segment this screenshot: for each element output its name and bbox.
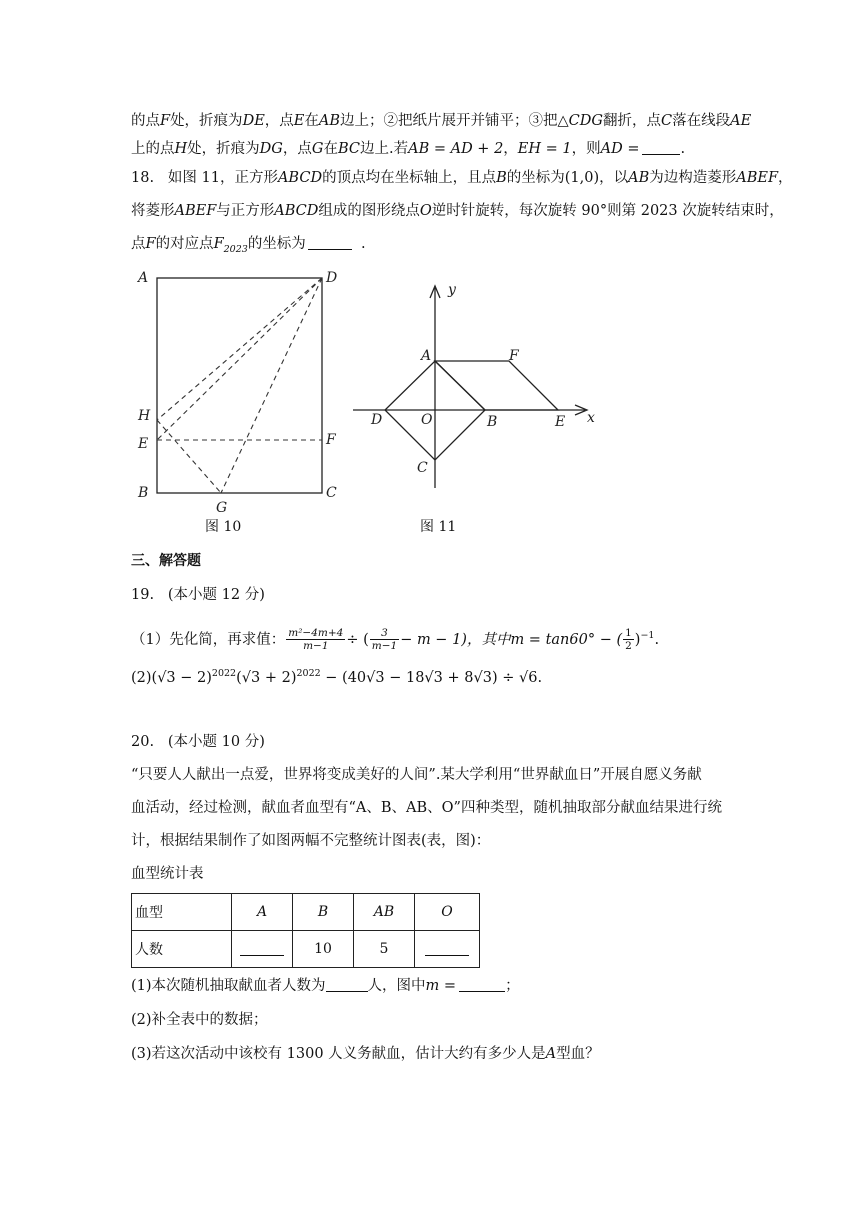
table-row [132, 931, 480, 968]
fig10-label-d: D [326, 270, 338, 286]
table-title: 血型统计表 [131, 866, 204, 882]
fig11-label-x: x [587, 410, 595, 426]
fig10-label-c: C [326, 485, 337, 501]
q20-para-3: 计，根据结果制作了如图两幅不完整统计图表(表，图)： [131, 833, 491, 849]
fig10-label-g: G [216, 500, 228, 512]
fraction-3: $\frac{1}{2}$ [625, 627, 632, 653]
fig11-label-d: D [371, 412, 383, 428]
fig11-rhombus-abef [435, 361, 558, 410]
fig11-label-f: F [509, 348, 519, 364]
fig10-line-de [157, 278, 322, 440]
q17-line-1: 的点F处，折痕为DE，点E在AB边上；②把纸片展开并铺平；③把△CDG翻折，点C落在线段AE [131, 113, 752, 129]
fig11-label-c: C [417, 460, 428, 476]
fig11-label-b: B [487, 414, 498, 430]
q18-line-1: 18. 如图 11，正方形ABCD的顶点均在坐标轴上，且点B的坐标为(1,0)，以AB为边构造菱形ABEF， [131, 170, 793, 186]
q18-line-2: 将菱形ABEF与正方形ABCD组成的图形绕点O逆时针旋转，每次旋转 90°则第 2023 次旋转结束时， [131, 203, 784, 219]
q20-para-1: “只要人人献出一点爱，世界将变成美好的人间”.某大学利用“世界献血日”开展自愿义务献 [131, 767, 702, 783]
q19-header: 19. (本小题 12 分) [131, 587, 265, 603]
q20-sub-1: (1)本次随机抽取献血者人数为 人，图中m = ； [131, 978, 520, 994]
table-header-cell: AB [354, 894, 415, 931]
figure-11 [345, 278, 605, 498]
q19-part-2: $(2)(√3 - 2)^{2022}(√3 + 2)^{2022} - (40√3 - 18√3 + 8√3) \div √6$. [131, 668, 543, 686]
fig10-label-h: H [138, 408, 151, 424]
fig11-label-y: y [448, 282, 456, 298]
fig10-line-dg [221, 278, 322, 493]
fig11-label-o: O [421, 412, 433, 428]
q20-header: 20. (本小题 10 分) [131, 734, 265, 750]
q19-part-1: （1）先化简，再求值： $\frac{\text{m²−4m+4}}{m-1}$ ÷ ( $\frac{3}{m-1}$ − m − 1)，其中m = tan60° − ( $\frac{1}{2}$ )$^{-1}$. [131, 627, 660, 653]
answer-blank-ad[interactable] [642, 140, 680, 155]
figure-10 [130, 262, 350, 512]
q20-sub-3: (3)若这次活动中该校有 1300 人义务献血，估计大约有多少人是A型血？ [131, 1046, 600, 1062]
table-cell-ab: 5 [354, 931, 415, 968]
table-header-cell: B [293, 894, 354, 931]
table-cell-o[interactable] [415, 931, 480, 968]
table-cell-a[interactable] [232, 931, 293, 968]
fig11-label-a: A [421, 348, 432, 364]
fraction-2: $\frac{3}{m-1}$ [371, 627, 398, 653]
table-header-cell: O [415, 894, 480, 931]
fraction-1: $\frac{\text{m²−4m+4}}{m-1}$ [288, 627, 344, 653]
answer-blank-f2023[interactable] [308, 235, 352, 250]
table-header-cell: A [232, 894, 293, 931]
table-header-cell: 血型 [132, 894, 232, 931]
blood-type-table [131, 893, 480, 968]
table-header-row [132, 894, 480, 931]
q20-para-2: 血活动，经过检测，献血者血型有“A、B、AB、O”四种类型，随机抽取部分献血结果进行统 [131, 800, 722, 816]
table-cell-b: 10 [293, 931, 354, 968]
fig10-line-dh [157, 278, 322, 420]
q20-sub-2: (2)补全表中的数据； [131, 1012, 268, 1028]
fig10-label-b: B [138, 485, 149, 501]
section-title: 三、解答题 [131, 553, 201, 569]
q18-line-3: 点F的对应点$F_{2023}$的坐标为 . [131, 236, 366, 255]
fig11-label-e: E [555, 414, 566, 430]
fig11-caption: 图 11 [420, 519, 457, 535]
table-row-label: 人数 [132, 931, 232, 968]
answer-blank-count[interactable] [326, 977, 368, 992]
answer-blank-m[interactable] [459, 977, 505, 992]
q17-line-2: 上的点H处，折痕为DG，点G在BC边上.若AB = AD + 2，EH = 1，则AD = . [131, 141, 686, 157]
fig10-label-a: A [138, 270, 149, 286]
fig10-caption: 图 10 [205, 519, 242, 535]
fig10-label-e: E [138, 436, 149, 452]
fig10-label-f: F [326, 432, 336, 448]
fig10-rectangle [157, 278, 322, 493]
